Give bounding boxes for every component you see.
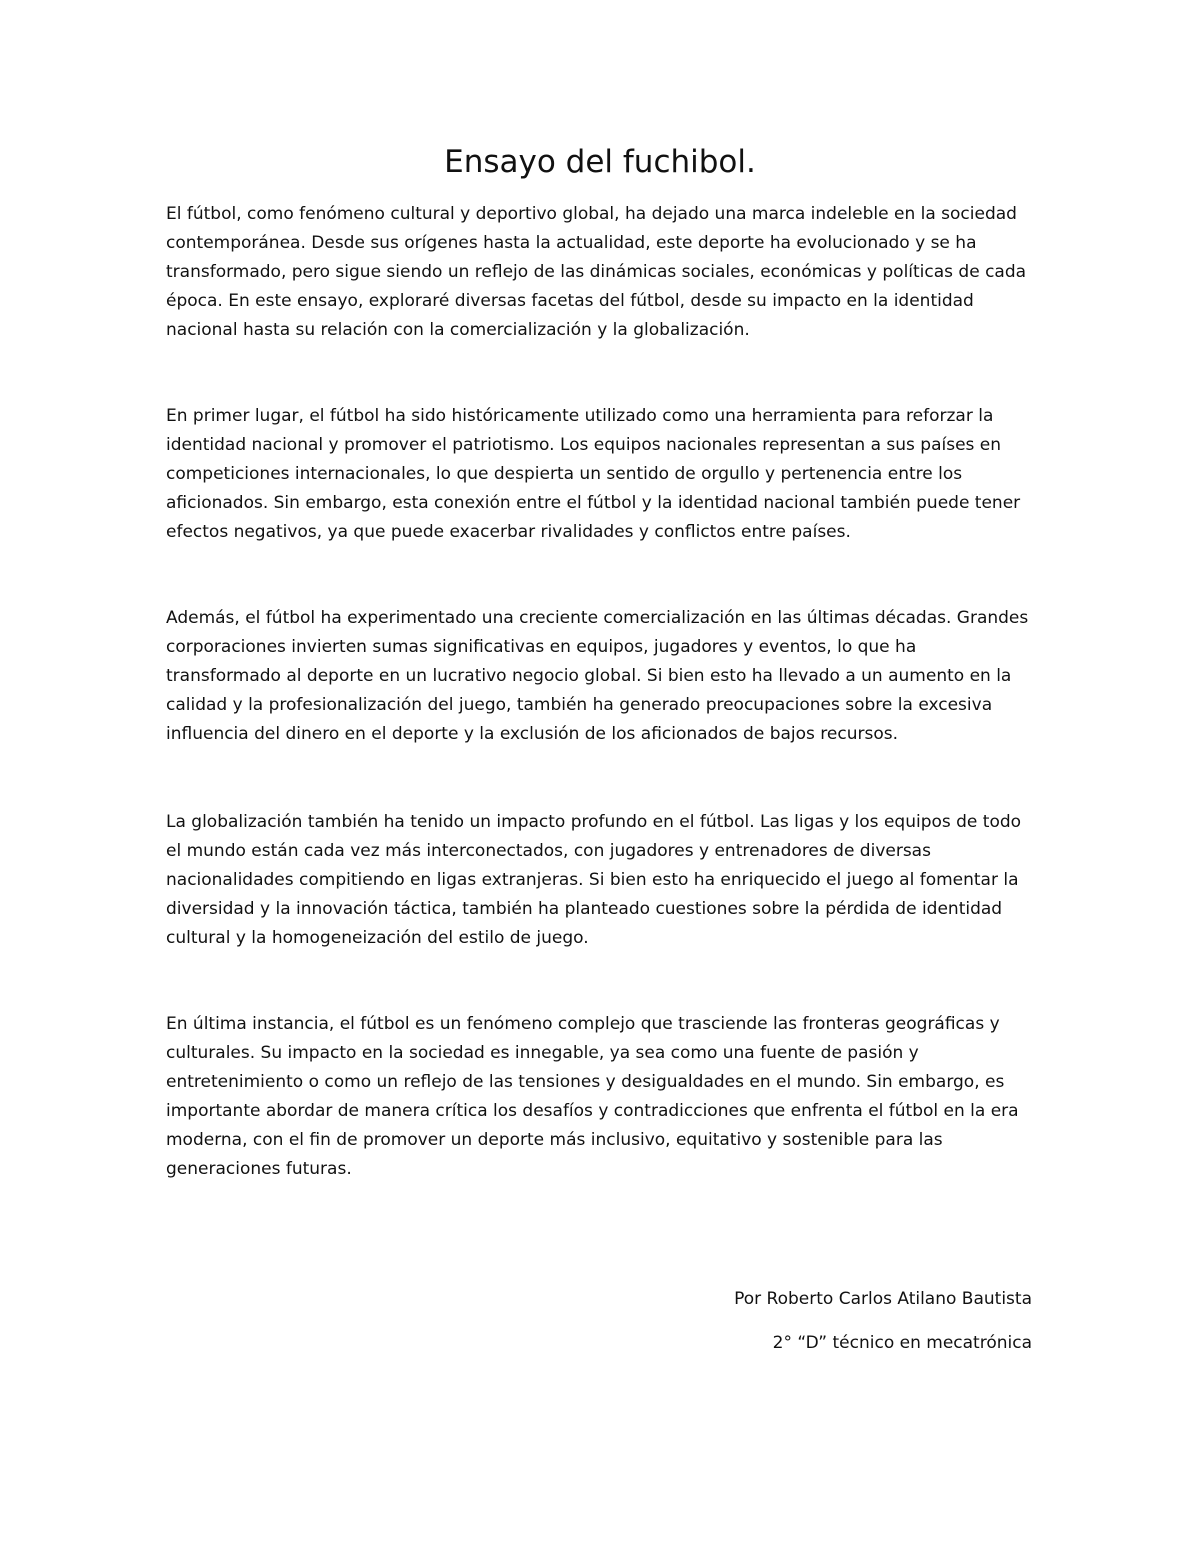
paragraph-globalization: La globalización también ha tenido un impacto profundo en el fútbol. Las ligas y los equipos de todo el mundo están cada vez más interconectados, con jugadores y entrenadores de diversas nacionalidades compitiendo en ligas extranjeras. Si bien esto ha enriquecido el juego al fomentar la diversidad y la innovación táctica, también ha planteado cuestiones sobre la pérdida de identidad cultural y la homogeneización del estilo de juego. <box>166 812 1022 948</box>
author-signature: Por Roberto Carlos Atilano Bautista <box>734 1289 1032 1309</box>
paragraph-conclusion: En última instancia, el fútbol es un fenómeno complejo que trasciende las fronteras geográficas y culturales. Su impacto en la sociedad es innegable, ya sea como una fuente de pasión y entretenimiento o como un reflejo de las tensiones y desigualdades en el mundo. Sin embargo, es importante abordar de manera crítica los desafíos y contradicciones que enfrenta el fútbol en la era moderna, con el fin de promover un deporte más inclusivo, equitativo y sostenible para las generaciones futuras. <box>166 1014 1019 1179</box>
paragraph-introduction: El fútbol, como fenómeno cultural y deportivo global, ha dejado una marca indeleble en la sociedad contemporánea. Desde sus orígenes hasta la actualidad, este deporte ha evolucionado y se ha transformado, pero sigue siendo un reflejo de las dinámicas sociales, económicas y políticas de cada época. En este ensayo, exploraré diversas facetas del fútbol, desde su impacto en la identidad nacional hasta su relación con la comercialización y la globalización. <box>166 204 1027 340</box>
paragraph-commercialization: Además, el fútbol ha experimentado una creciente comercialización en las últimas décadas. Grandes corporaciones invierten sumas significativas en equipos, jugadores y eventos, lo que ha transformado al deporte en un lucrativo negocio global. Si bien esto ha llevado a un aumento en la calidad y la profesionalización del juego, también ha generado preocupaciones sobre la excesiva influencia del dinero en el deporte y la exclusión de los aficionados de bajos recursos. <box>166 608 1029 744</box>
document-title: Ensayo del fuchibol. <box>444 144 756 180</box>
author-group: 2° “D” técnico en mecatrónica <box>772 1333 1032 1353</box>
paragraph-national-identity: En primer lugar, el fútbol ha sido históricamente utilizado como una herramienta para reforzar la identidad nacional y promover el patriotismo. Los equipos nacionales representan a sus países en competiciones internacionales, lo que despierta un sentido de orgullo y pertenencia entre los aficionados. Sin embargo, esta conexión entre el fútbol y la identidad nacional también puede tener efectos negativos, ya que puede exacerbar rivalidades y conflictos entre países. <box>166 406 1021 542</box>
